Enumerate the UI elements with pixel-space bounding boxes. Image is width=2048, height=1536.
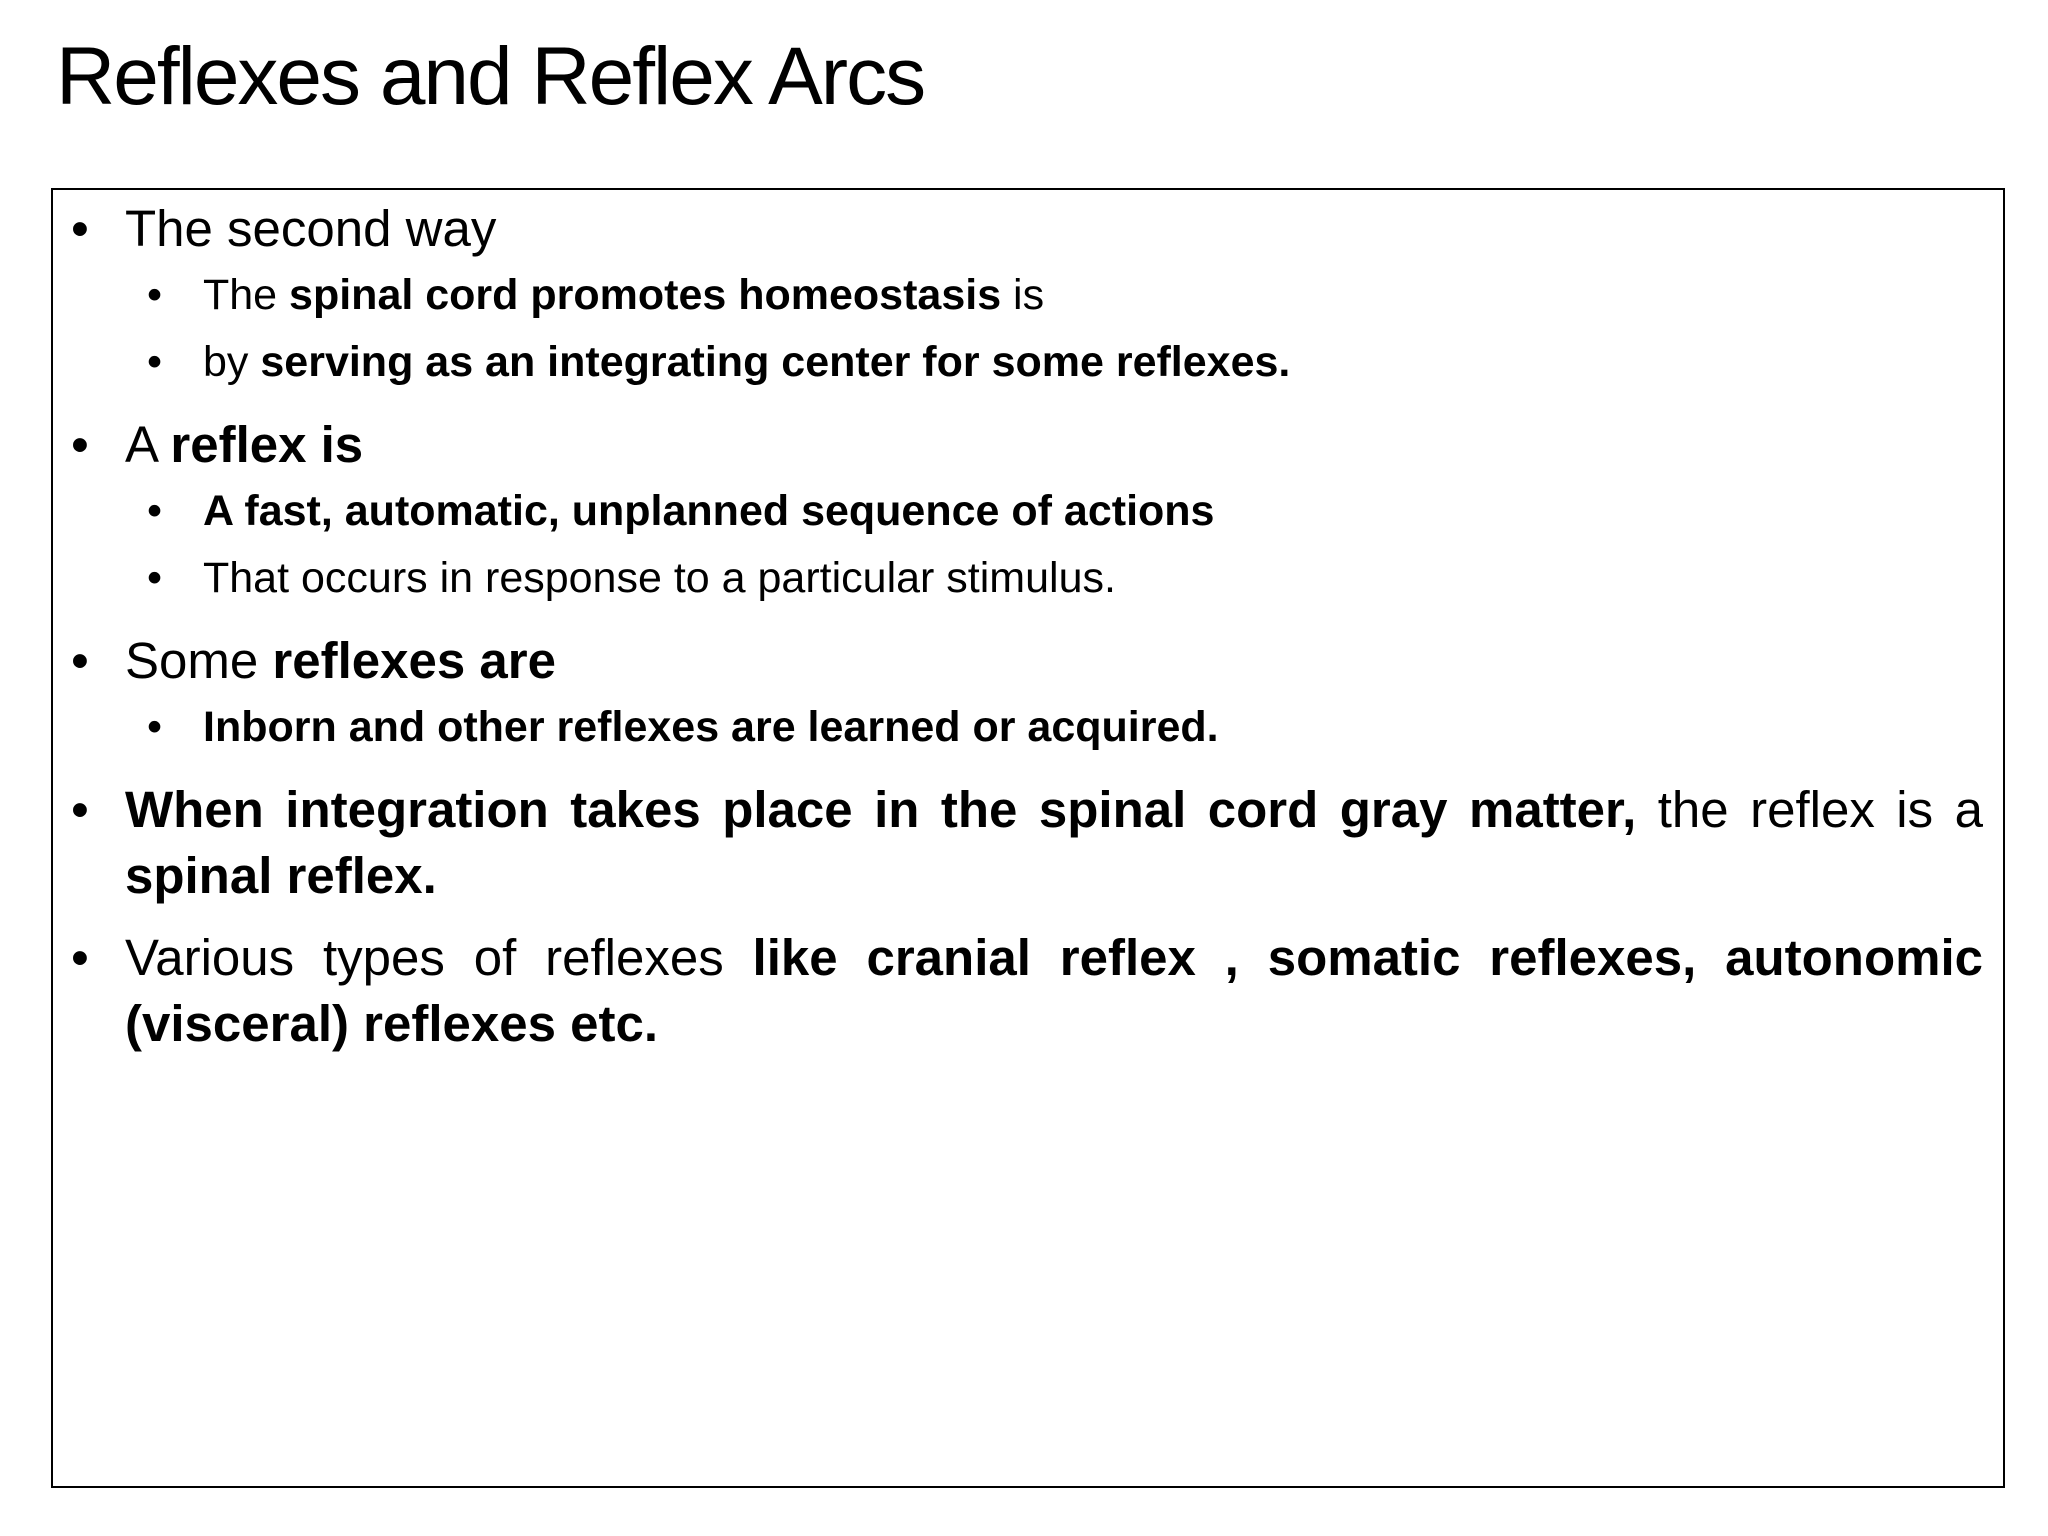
sub-bullet-dot: • [147, 554, 163, 602]
sub-bullet-dot: • [147, 703, 163, 751]
bullet-item-some-reflexes [71, 628, 1983, 694]
bullet-text-pre: Various types of reflexes [125, 929, 753, 986]
slide-title: Reflexes and Reflex Arcs [56, 31, 925, 122]
bullet-text-bold: reflexes are [272, 632, 556, 689]
bullet-text-bold: reflex is [170, 416, 364, 473]
bullet-text-mid: the reflex is a [1636, 781, 1983, 838]
sub-bullet-inborn [71, 694, 1983, 761]
bullet-text: The second way [125, 200, 497, 257]
bullet-dot: • [71, 200, 89, 257]
sub-bullet-text-post: is [1001, 271, 1045, 319]
sub-bullet-text-bold: Inborn and other reflexes are learned or acquired. [203, 703, 1219, 751]
sub-bullet-text-pre: by [203, 338, 261, 386]
sub-bullet-text-bold: spinal cord promotes homeostasis [289, 271, 1002, 319]
bullet-text-pre: Some [125, 632, 273, 689]
sub-bullet-spinal-cord [71, 262, 1983, 329]
bullet-dot: • [71, 781, 89, 838]
bullet-item-spinal-reflex [71, 777, 1983, 909]
bullet-item-various-types [71, 925, 1983, 1057]
bullet-dot: • [71, 416, 89, 473]
sub-bullet-integrating-center [71, 329, 1983, 396]
sub-bullet-stimulus [71, 545, 1983, 612]
bullet-text-pre: A [125, 416, 171, 473]
sub-bullet-text-bold: A fast, automatic, unplanned sequence of actions [203, 487, 1215, 535]
bullet-item-second-way [71, 196, 1983, 262]
bullet-text-bold-end: spinal reflex. [125, 847, 437, 904]
bullet-list [71, 196, 1983, 1057]
sub-bullet-dot: • [147, 338, 163, 386]
sub-bullet-dot: • [147, 487, 163, 535]
sub-bullet-fast-automatic [71, 478, 1983, 545]
bullet-text-bold: like cranial reflex , somatic reflexes, autonomic (visceral) reflexes etc. [125, 929, 1983, 1052]
bullet-dot: • [71, 632, 89, 689]
sub-bullet-dot: • [147, 271, 163, 319]
content-box [51, 188, 2005, 1488]
sub-bullet-text-bold: serving as an integrating center for some reflexes. [260, 338, 1291, 386]
bullet-item-reflex-is [71, 412, 1983, 478]
sub-bullet-text: That occurs in response to a particular stimulus. [203, 554, 1116, 602]
sub-bullet-text-pre: The [203, 271, 290, 319]
bullet-dot: • [71, 929, 89, 986]
bullet-text-bold: When integration takes place in the spinal cord gray matter, [125, 781, 1637, 838]
